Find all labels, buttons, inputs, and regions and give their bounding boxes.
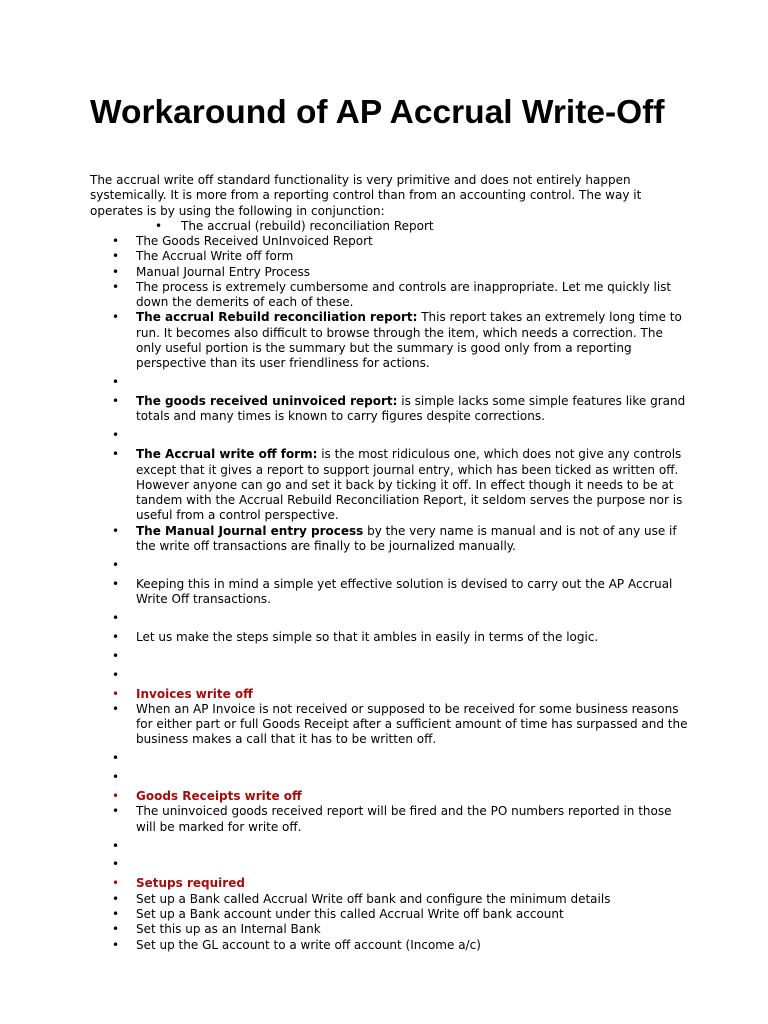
bullet-icon: •	[112, 906, 120, 921]
list-item: • Set up a Bank account under this called Accrual Write off bank account	[112, 906, 564, 921]
bullet-icon: •	[112, 876, 120, 891]
empty-list-item	[90, 857, 690, 872]
empty-list-item	[90, 751, 690, 766]
bullet-icon: •	[112, 428, 120, 443]
bullet-icon: •	[112, 838, 120, 853]
section-heading-setups: • Setups required	[112, 876, 245, 891]
section-heading-goods-receipts: • Goods Receipts write off	[112, 789, 302, 804]
bullet-icon: •	[112, 629, 120, 644]
bullet-icon: •	[112, 249, 120, 264]
bullet-icon: •	[112, 648, 120, 663]
empty-list-item	[90, 428, 690, 443]
empty-list-item	[90, 375, 690, 390]
bullet-icon: •	[112, 922, 120, 937]
empty-list-item	[90, 558, 690, 573]
list-item: • Let us make the steps simple so that it ambles in easily in terms of the logic.	[112, 629, 599, 644]
list-item: • Set this up as an Internal Bank	[112, 922, 321, 937]
empty-list-item	[90, 649, 690, 664]
bullet-icon: •	[112, 557, 120, 572]
list-item: • The Accrual Write off form	[112, 249, 294, 264]
list-item: • The Goods Received UnInvoiced Report	[112, 234, 373, 248]
list-item: • When an AP Invoice is not received or supposed to be received for some business reasons for either part or full Goods Receipt after a sufficient amount of time has surpassed and the business makes a call that it has to be written off.	[112, 701, 688, 747]
bullet-icon: •	[112, 891, 120, 906]
sub-bullet-text: The accrual (rebuild) reconciliation Report	[181, 219, 434, 233]
bullet-icon: •	[112, 701, 120, 716]
bullet-icon: •	[112, 394, 120, 409]
bullet-icon: •	[155, 219, 163, 233]
empty-list-item	[90, 839, 690, 854]
empty-list-item	[90, 611, 690, 626]
bullet-icon: •	[112, 234, 120, 248]
bullet-icon: •	[112, 770, 120, 785]
bullet-list	[90, 234, 690, 953]
bullet-icon: •	[112, 447, 120, 462]
section-heading-invoices: • Invoices write off	[112, 686, 253, 701]
list-item: • Set up the GL account to a write off account (Income a/c)	[112, 937, 481, 952]
item-label: The accrual Rebuild reconciliation report:	[136, 310, 418, 325]
bullet-icon: •	[112, 667, 120, 682]
empty-list-item	[90, 770, 690, 785]
bullet-icon: •	[112, 264, 120, 279]
list-item: • Keeping this in mind a simple yet effective solution is devised to carry out the AP Accrual Write Off transactions.	[112, 576, 673, 607]
bullet-icon: •	[112, 937, 120, 952]
item-label: The Accrual write off form:	[136, 447, 318, 462]
intro-paragraph: The accrual write off standard functionality is very primitive and does not entirely happen systemically. It is more from a reporting control than from an accounting control. The way it operates is by using the following in conjunction:	[90, 173, 642, 218]
bullet-icon: •	[112, 279, 120, 294]
list-item: • The accrual Rebuild reconciliation report: This report takes an extremely long time to run. It becomes also difficult to browse through the item, which needs a correction. The only useful portion is the summary but the summary is good only from a reporting perspective than its user friendliness for actions.	[112, 310, 682, 371]
document-title: Workaround of AP Accrual Write-Off	[90, 94, 665, 131]
bullet-icon: •	[112, 686, 120, 701]
bullet-icon: •	[112, 857, 120, 872]
item-label: The Manual Journal entry process	[136, 523, 364, 538]
bullet-icon: •	[112, 576, 120, 591]
bullet-icon: •	[112, 789, 120, 804]
list-item: • The goods received uninvoiced report: is simple lacks some simple features like grand totals and many times is known to carry figures despite corrections.	[112, 394, 686, 424]
bullet-icon: •	[112, 804, 120, 819]
list-item: • The process is extremely cumbersome and controls are inappropriate. Let me quickly list down the demerits of each of these.	[112, 279, 672, 310]
bullet-icon: •	[112, 523, 120, 538]
list-item: • The Accrual write off form: is the most ridiculous one, which does not give any controls except that it gives a report to support journal entry, which has been ticked as written off. However anyone can go and set it back by ticking it off. In effect though it needs to be at tandem with the Accrual Rebuild Reconciliation Report, it seldom serves the purpose nor is useful from a control perspective.	[112, 447, 683, 523]
bullet-icon: •	[112, 375, 120, 390]
list-item: • Set up a Bank called Accrual Write off bank and configure the minimum details	[112, 891, 611, 906]
bullet-icon: •	[112, 610, 120, 625]
item-label: The goods received uninvoiced report:	[136, 394, 398, 409]
list-item: • The uninvoiced goods received report will be fired and the PO numbers reported in those will be marked for write off.	[112, 804, 672, 834]
list-item: • Manual Journal Entry Process	[112, 264, 310, 279]
list-item: • The Manual Journal entry process by the very name is manual and is not of any use if the write off transactions are finally to be journalized manually.	[112, 523, 677, 554]
bullet-icon: •	[112, 751, 120, 766]
empty-list-item	[90, 668, 690, 683]
bullet-icon: •	[112, 310, 120, 325]
